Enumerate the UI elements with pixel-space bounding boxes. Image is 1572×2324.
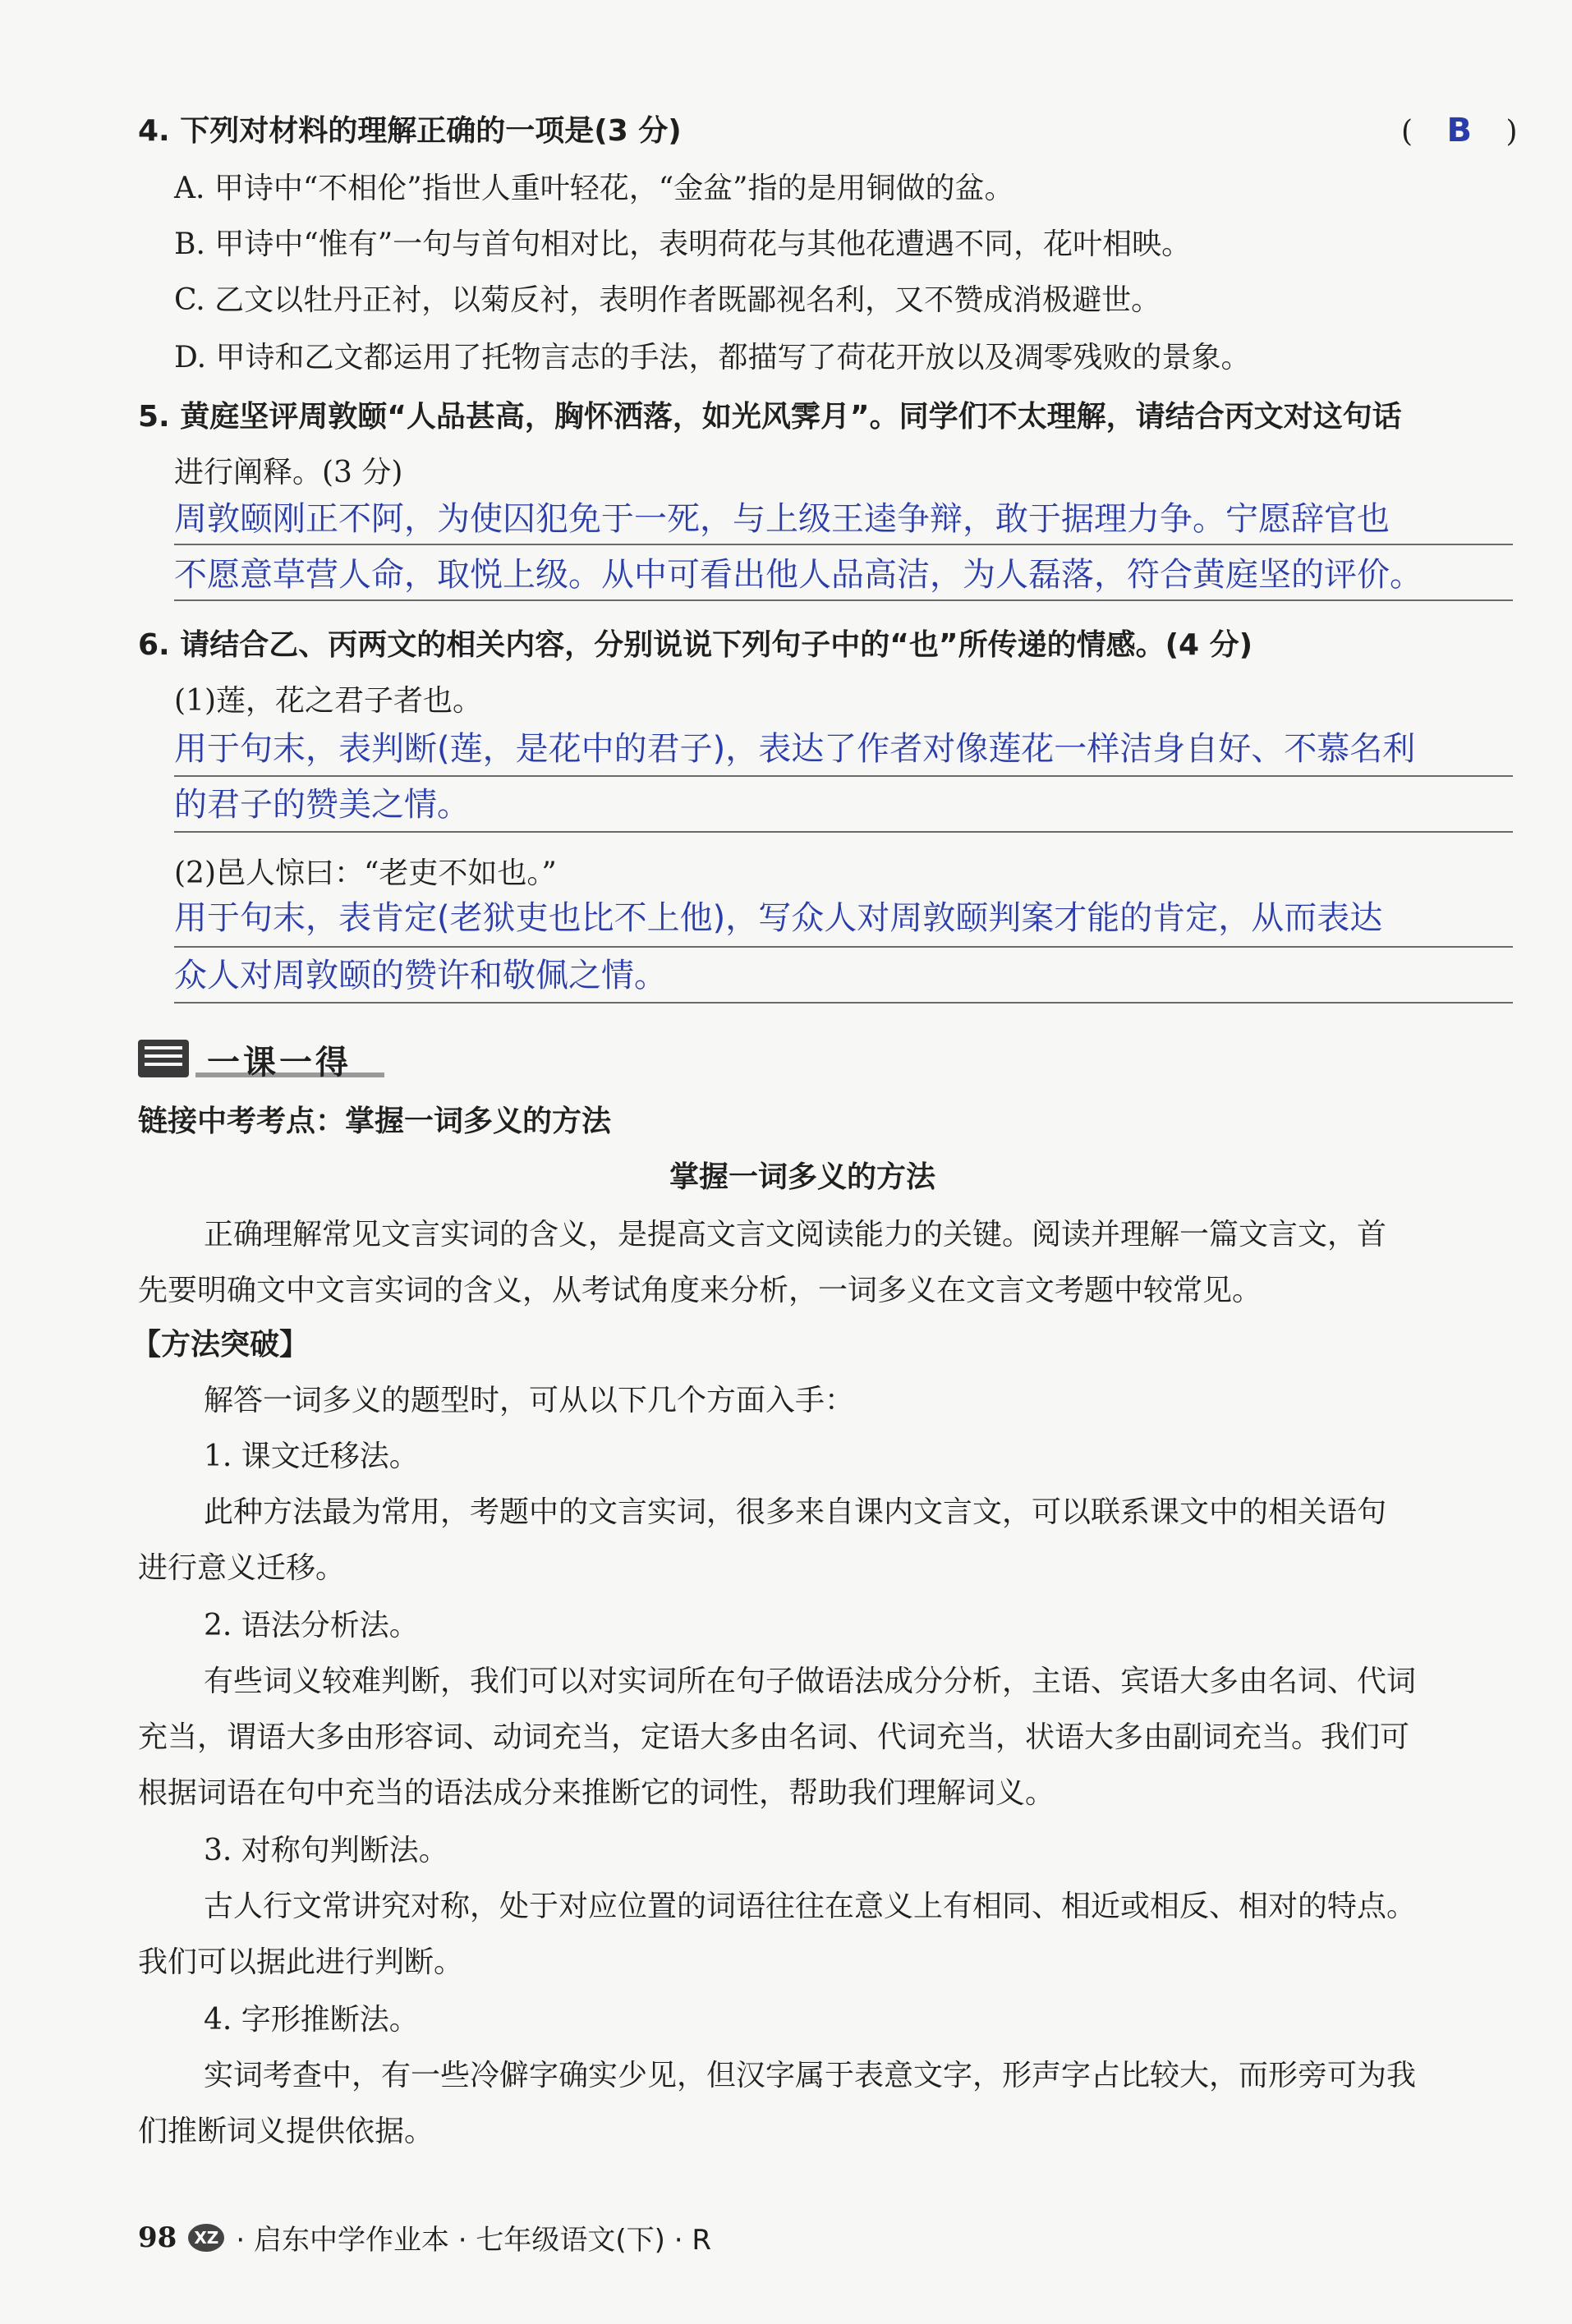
section-title: 一课一得 [207, 1044, 352, 1082]
publisher-badge: XZ [188, 2224, 224, 2252]
answer-rule [174, 775, 1513, 777]
answer-rule [174, 1002, 1513, 1004]
q6-sub1: (1)莲，花之君子者也。 [174, 684, 482, 718]
intro-line2: 先要明确文中文言实词的含义，从考试角度来分析，一词多义在文言文考题中较常见。 [138, 1274, 1262, 1307]
q4-paren-close: ) [1505, 115, 1518, 149]
method1-title: 1. 课文迁移法。 [204, 1440, 419, 1473]
book-title: · 启东中学作业本 · 七年级语文(下) · R [236, 2224, 711, 2257]
method1-line2: 进行意义迁移。 [138, 1551, 346, 1585]
link-label: 链接中考考点：掌握一词多义的方法 [138, 1105, 612, 1138]
q5-stem-line1: 5. 黄庭坚评周敦颐“人品甚高，胸怀洒落，如光风霁月”。同学们不太理解，请结合丙文对这句话 [138, 400, 1402, 434]
q4-stem [138, 112, 682, 151]
q4-paren-open: ( [1401, 115, 1413, 149]
method1-line1: 此种方法最为常用，考题中的文言实词，很多来自课内文言文，可以联系课文中的相关语句 [204, 1495, 1387, 1529]
q5-answer-line2: 不愿意草营人命，取悦上级。从中可看出他人品高洁，为人磊落，符合黄庭坚的评价。 [174, 556, 1423, 594]
q6-sub2: (2)邑人惊曰：“老吏不如也。” [174, 857, 557, 890]
q6-stem: 6. 请结合乙、丙两文的相关内容，分别说说下列句子中的“也”所传递的情感。(4 分) [138, 628, 1253, 662]
q4-option-c: C. 乙文以牡丹正衬，以菊反衬，表明作者既鄙视名利，又不赞成消极避世。 [174, 283, 1161, 317]
method4-line2: 们推断词义提供依据。 [138, 2115, 434, 2148]
method3-line1: 古人行文常讲究对称，处于对应位置的词语往往在意义上有相同、相近或相反、相对的特点。 [204, 1890, 1417, 1923]
method4-line1: 实词考查中，有一些冷僻字确实少见，但汉字属于表意文字，形声字占比较大，而形旁可为我 [204, 2059, 1417, 2092]
q4-option-b: B. 甲诗中“惟有”一句与首句相对比，表明荷花与其他花遭遇不同，花叶相映。 [174, 227, 1192, 261]
q4-option-d: D. 甲诗和乙文都运用了托物言志的手法，都描写了荷花开放以及凋零残败的景象。 [174, 341, 1251, 374]
q4-answer: B [1446, 112, 1472, 149]
q6-sub2-answer-line2: 众人对周敦颐的赞许和敬佩之情。 [174, 957, 667, 994]
q4-answer-box [1401, 112, 1518, 149]
method3-title: 3. 对称句判断法。 [204, 1834, 448, 1867]
method3-line2: 我们可以据此进行判断。 [138, 1945, 464, 1979]
intro-line1: 正确理解常见文言实词的含义，是提高文言文阅读能力的关键。阅读并理解一篇文言文，首 [204, 1218, 1387, 1252]
method-intro: 解答一词多义的题型时，可从以下几个方面入手： [204, 1384, 855, 1417]
answer-rule [174, 831, 1513, 833]
q6-sub1-answer-line1: 用于句末，表判断(莲，是花中的君子)，表达了作者对像莲花一样洁身自好、不慕名利 [174, 730, 1416, 768]
footer [138, 2217, 711, 2257]
q4-option-a: A. 甲诗中“不相伦”指世人重叶轻花，“金盆”指的是用铜做的盆。 [174, 172, 1014, 205]
answer-rule [174, 544, 1513, 545]
q4-stem-text: 4. 下列对材料的理解正确的一项是(3 分) [138, 114, 682, 148]
method2-line3: 根据词语在句中充当的语法成分来推断它的词性，帮助我们理解词义。 [138, 1776, 1055, 1810]
method-label: 【方法突破】 [131, 1328, 310, 1362]
method2-line2: 充当，谓语大多由形容词、动词充当，定语大多由名词、代词充当，状语大多由副词充当。我们可 [138, 1720, 1410, 1754]
answer-rule [174, 599, 1513, 601]
q6-sub1-answer-line2: 的君子的赞美之情。 [174, 786, 470, 824]
q6-sub2-answer-line1: 用于句末，表肯定(老狱吏也比不上他)，写众人对周敦颐判案才能的肯定，从而表达 [174, 899, 1383, 937]
center-title: 掌握一词多义的方法 [669, 1160, 936, 1194]
method2-line1: 有些词义较难判断，我们可以对实词所在句子做语法成分分析，主语、宾语大多由名词、代词 [204, 1665, 1417, 1698]
method2-title: 2. 语法分析法。 [204, 1609, 419, 1642]
q5-stem-line2: 进行阐释。(3 分) [174, 456, 403, 489]
q5-answer-line1: 周敦颐刚正不阿，为使囚犯免于一死，与上级王逵争辩，敢于据理力争。宁愿辞官也 [174, 500, 1390, 538]
page-number: 98 [138, 2221, 177, 2254]
answer-rule [174, 946, 1513, 948]
method4-title: 4. 字形推断法。 [204, 2003, 419, 2037]
